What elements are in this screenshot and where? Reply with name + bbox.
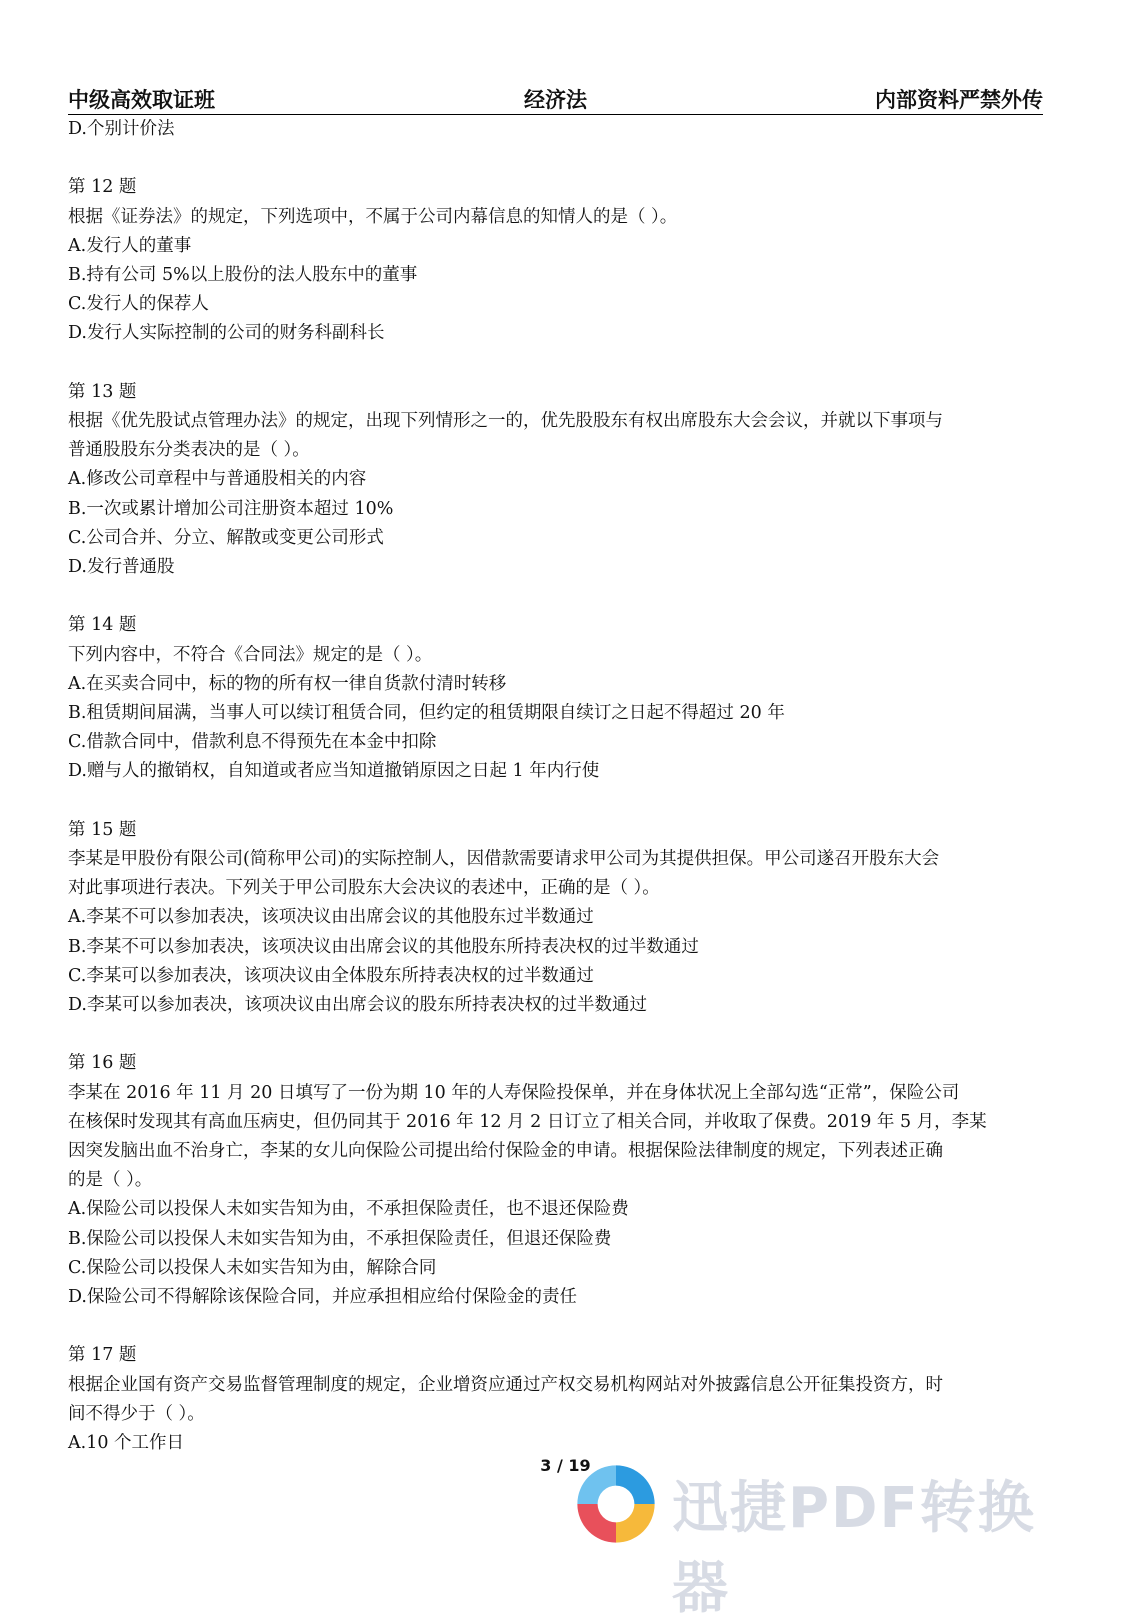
answer-option: A.发行人的董事 (68, 235, 192, 256)
answer-option: D.赠与人的撤销权，自知道或者应当知道撤销原因之日起 1 年内行使 (68, 761, 600, 782)
header-course-name: 中级高效取证班 (68, 88, 215, 112)
question-spacer (68, 1312, 1043, 1341)
question-stem-line: 对此事项进行表决。下列关于甲公司股东大会决议的表述中，正确的是（ ）。 (68, 878, 660, 899)
question-block (68, 1049, 1043, 1312)
question-number: 第 12 题 (68, 177, 137, 198)
answer-option: A.在买卖合同中，标的物的所有权一律自货款付清时转移 (68, 673, 507, 694)
watermark (570, 1450, 1090, 1621)
page-number: 3 / 19 (540, 1456, 591, 1475)
question-number: 第 13 题 (68, 381, 137, 402)
question-number: 第 17 题 (68, 1345, 137, 1366)
question-stem-line: 李某是甲股份有限公司(简称甲公司)的实际控制人，因借款需要请求甲公司为其提供担保。甲公司遂召开股东大会 (68, 849, 940, 870)
question-spacer (68, 787, 1043, 816)
question-block (68, 816, 1043, 1020)
carry-over-option: D.个别计价法 (68, 119, 175, 139)
answer-option: B.持有公司 5%以上股份的法人股东中的董事 (68, 265, 418, 285)
question-number: 第 14 题 (68, 615, 137, 636)
question-stem-line: 下列内容中，不符合《合同法》规定的是（ ）。 (68, 644, 433, 665)
answer-option: D.发行人实际控制的公司的财务科副科长 (68, 323, 385, 344)
answer-option: A.李某不可以参加表决，该项决议由出席会议的其他股东过半数通过 (68, 907, 594, 928)
question-spacer (68, 349, 1043, 378)
question-spacer (68, 144, 1043, 173)
answer-option: C.借款合同中，借款利息不得预先在本金中扣除 (68, 732, 437, 753)
question-stem-line: 在核保时发现其有高血压病史，但仍同其于 2016 年 12 月 2 日订立了相关合同，并收取了保费。2019 年 5 月，李某 (68, 1111, 987, 1132)
document-body (68, 115, 1043, 1458)
header-confidential-note: 内部资料严禁外传 (875, 88, 1043, 112)
answer-option: C.发行人的保荐人 (68, 294, 209, 315)
question-stem-line: 因突发脑出血不治身亡，李某的女儿向保险公司提出给付保险金的申请。根据保险法律制度的规定，下列表述正确 (68, 1141, 943, 1162)
question-number: 第 16 题 (68, 1053, 137, 1074)
pdf-converter-logo-icon (570, 1458, 662, 1550)
answer-option: D.发行普通股 (68, 557, 175, 578)
answer-option: B.李某不可以参加表决，该项决议由出席会议的其他股东所持表决权的过半数通过 (68, 936, 699, 957)
answer-option: B.保险公司以投保人未如实告知为由，不承担保险责任，但退还保险费 (68, 1228, 612, 1249)
answer-option: A.修改公司章程中与普通股相关的内容 (68, 469, 367, 490)
answer-option: C.保险公司以投保人未如实告知为由，解除合同 (68, 1257, 437, 1278)
question-stem-line: 的是（ ）。 (68, 1170, 153, 1191)
question-spacer (68, 1020, 1043, 1049)
question-stem-line: 李某在 2016 年 11 月 20 日填写了一份为期 10 年的人寿保险投保单，并在身体状况上全部勾选“正常”，保险公司 (68, 1082, 960, 1103)
header-subject: 经济法 (524, 88, 587, 112)
question-stem-line: 根据企业国有资产交易监督管理制度的规定，企业增资应通过产权交易机构网站对外披露信息公开征集投资方，时 (68, 1374, 943, 1395)
answer-option: B.一次或累计增加公司注册资本超过 10% (68, 498, 394, 519)
question-stem-line: 普通股股东分类表决的是（ ）。 (68, 440, 310, 461)
question-spacer (68, 582, 1043, 611)
answer-option: D.李某可以参加表决，该项决议由出席会议的股东所持表决权的过半数通过 (68, 995, 647, 1016)
question-block (68, 173, 1043, 348)
question-number: 第 15 题 (68, 819, 137, 840)
answer-option: A.10 个工作日 (68, 1433, 185, 1454)
question-block (68, 378, 1043, 582)
answer-option: B.租赁期间届满，当事人可以续订租赁合同，但约定的租赁期限自续订之日起不得超过 20 年 (68, 703, 785, 724)
answer-option: D.保险公司不得解除该保险合同，并应承担相应给付保险金的责任 (68, 1287, 577, 1308)
question-block (68, 1341, 1043, 1458)
page-header (68, 80, 1043, 115)
question-stem-line: 根据《证券法》的规定，下列选项中，不属于公司内幕信息的知情人的是（ ）。 (68, 206, 678, 227)
answer-option: A.保险公司以投保人未如实告知为由，不承担保险责任，也不退还保险费 (68, 1199, 629, 1220)
answer-option: C.公司合并、分立、解散或变更公司形式 (68, 527, 384, 548)
watermark-text: 迅捷PDF转换器 (672, 1476, 1036, 1621)
question-stem-line: 间不得少于（ ）。 (68, 1403, 205, 1424)
question-stem-line: 根据《优先股试点管理办法》的规定，出现下列情形之一的，优先股股东有权出席股东大会会议，并就以下事项与 (68, 411, 943, 431)
answer-option: C.李某可以参加表决，该项决议由全体股东所持表决权的过半数通过 (68, 965, 594, 986)
question-block (68, 611, 1043, 786)
